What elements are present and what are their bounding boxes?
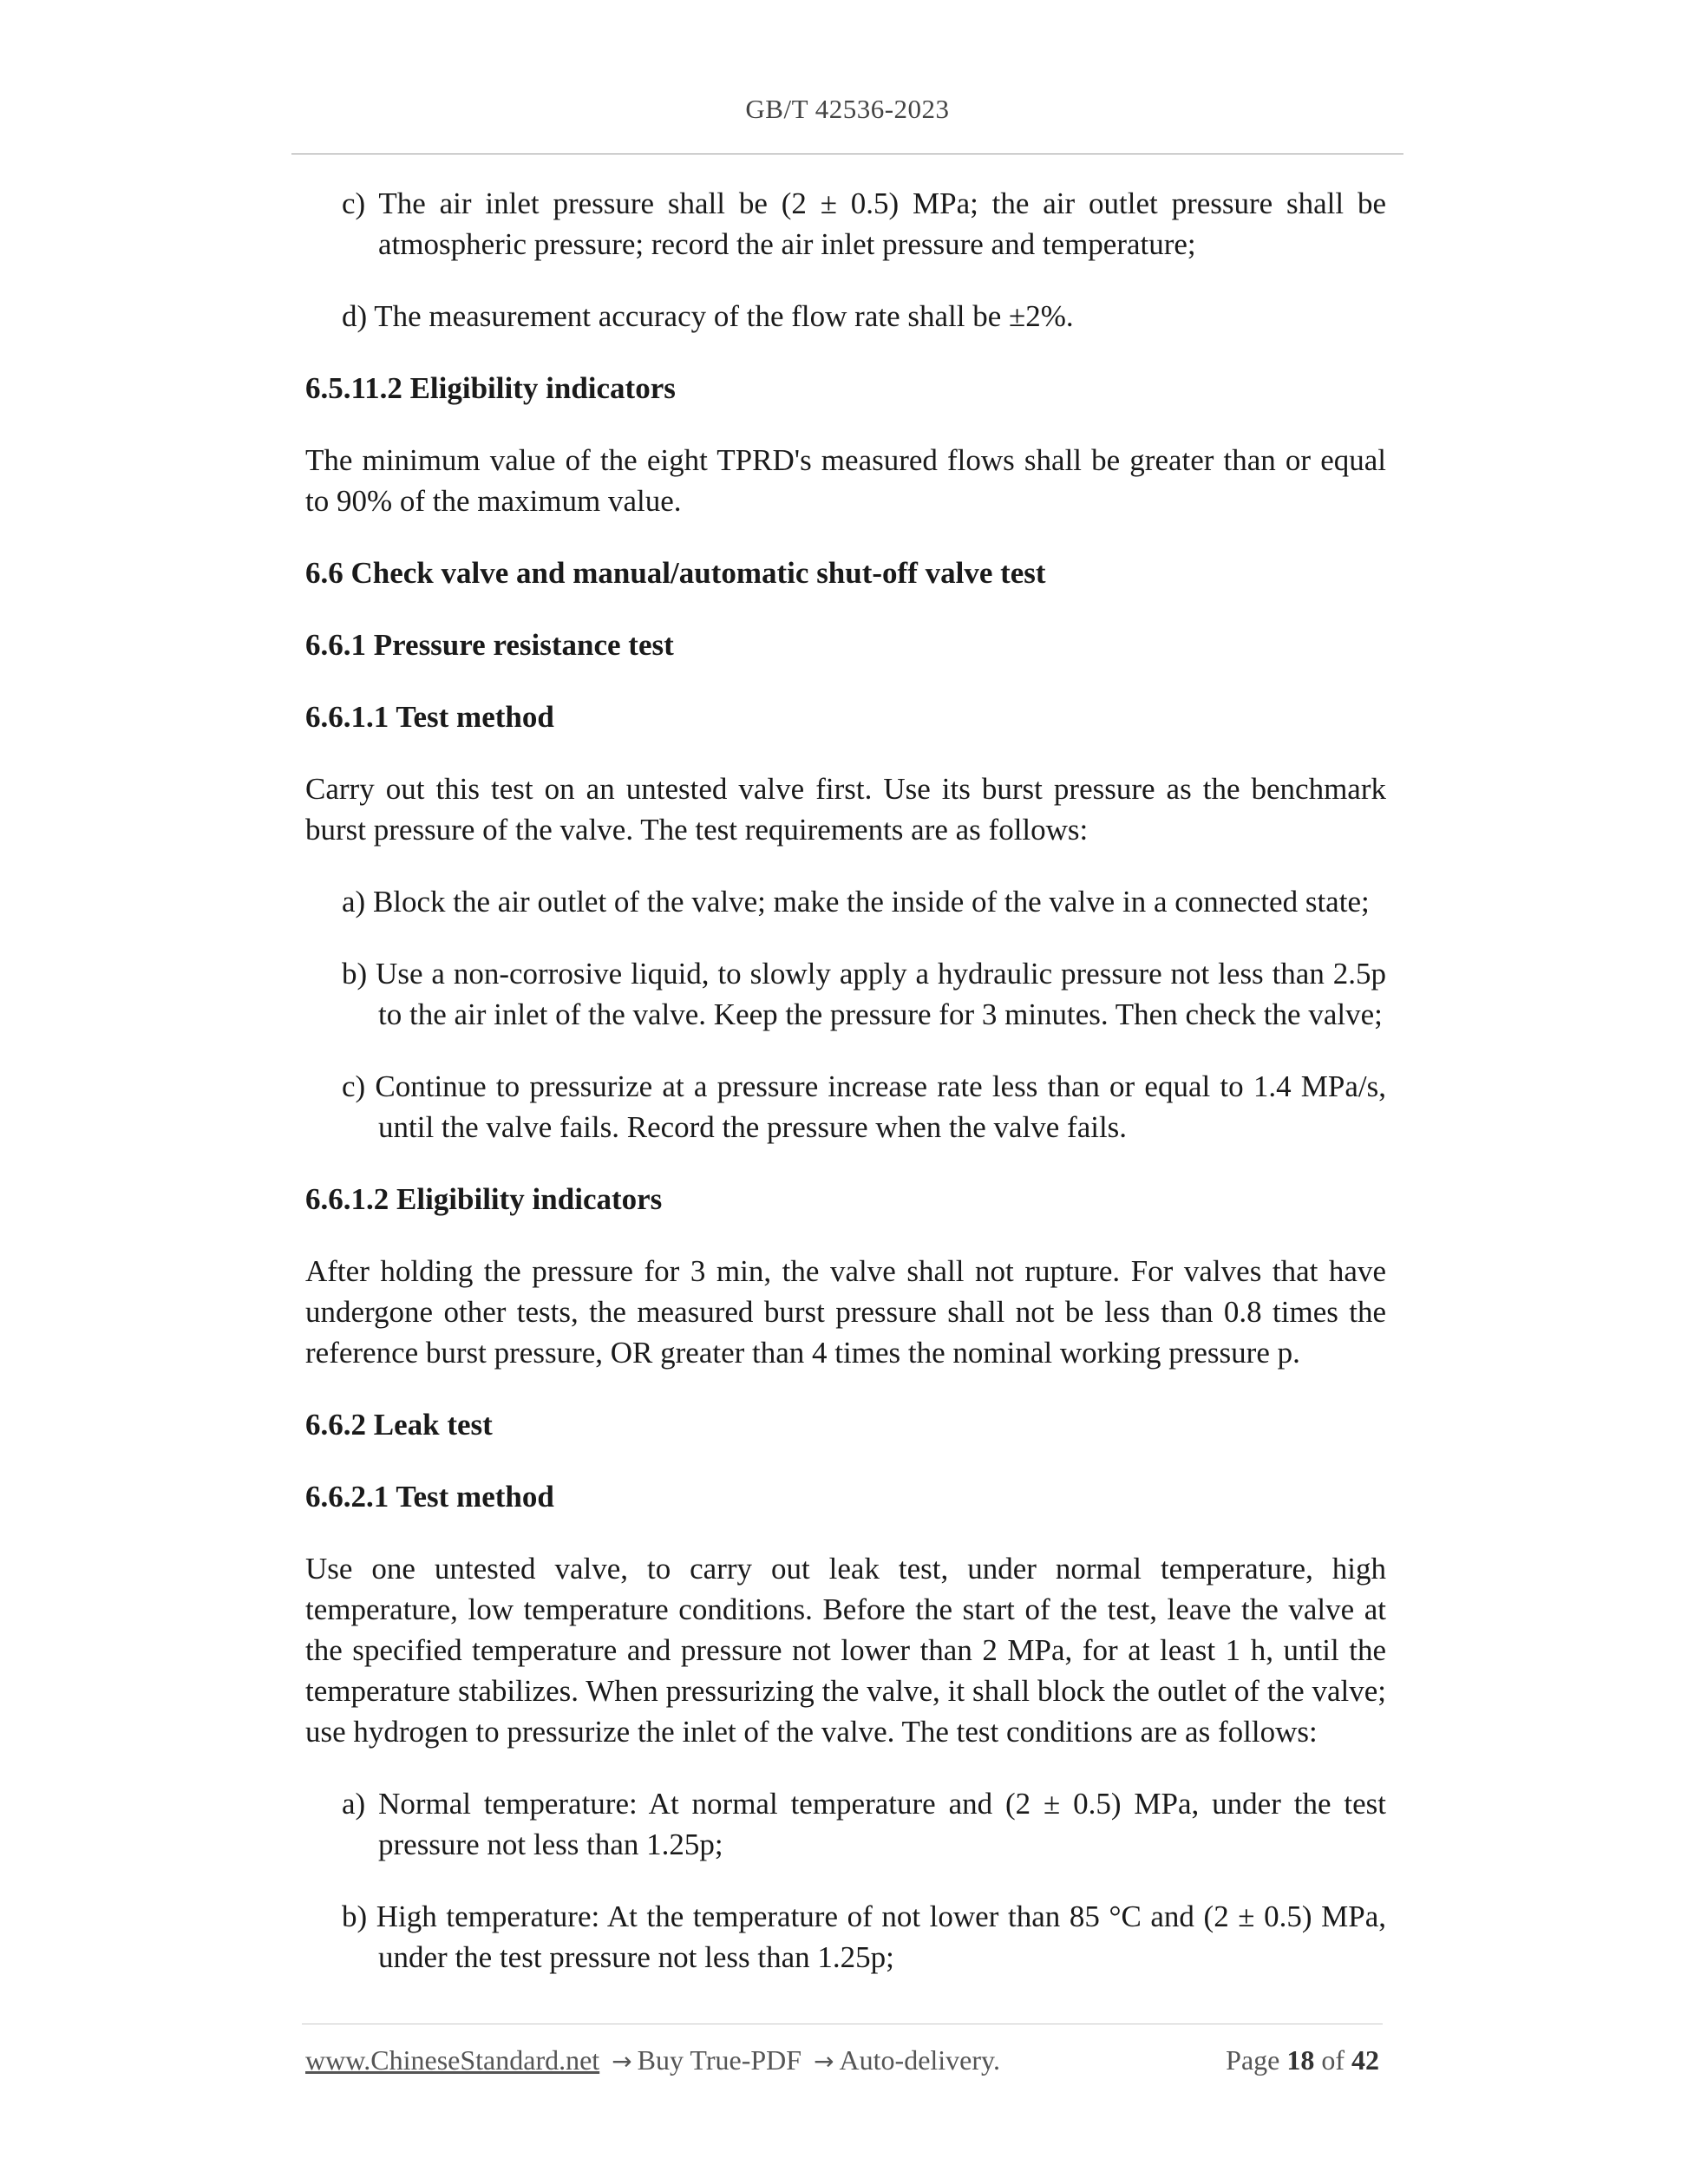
list-item-a-block-outlet: a) Block the air outlet of the valve; make the inside of the valve in a connected state; [342, 885, 1370, 919]
list-item-b-high-temp: b) High temperature: At the temperature of not lower than 85 °C and (2 ± 0.5) MPa, under the test pressure not less than 1.25p; [342, 1900, 1386, 1974]
of-label: of [1321, 2044, 1345, 2076]
auto-delivery-text: Auto-delivery. [839, 2044, 1000, 2076]
paragraph-6-6-2-1: Use one untested valve, to carry out leak test, under normal temperature, high temperature, low temperature conditions. Before the start of the test, leave the valve at the specified temperature and pressure not lower than 2 MPa, for at least 1 h, until the temperature stabilizes. When pressurizing the valve, it shall block the outlet of the valve; use hydrogen to pressurize the inlet of the valve. The test conditions are as follows: [305, 1552, 1386, 1749]
list-item-a-normal-temp: a) Normal temperature: At normal temperature and (2 ± 0.5) MPa, under the test pressure not less than 1.25p; [342, 1787, 1386, 1861]
document-header: GB/T 42536-2023 [745, 94, 950, 124]
page-current: 18 [1286, 2044, 1315, 2076]
section-heading-6-6-1-2: 6.6.1.2 Eligibility indicators [305, 1182, 663, 1216]
paragraph-6-6-1-1: Carry out this test on an untested valve first. Use its burst pressure as the benchmark burst pressure of the valve. The test requirements are as follows: [305, 772, 1386, 847]
arrow-right-icon: → [612, 2047, 632, 2076]
site-link[interactable]: www.ChineseStandard.net [305, 2044, 600, 2076]
list-item-c-inlet-pressure: c) The air inlet pressure shall be (2 ± 0.5) MPa; the air outlet pressure shall be atmospheric pressure; record the air inlet pressure and temperature; [342, 186, 1386, 261]
section-heading-6-6-2-1: 6.6.2.1 Test method [305, 1480, 554, 1514]
page-total: 42 [1351, 2044, 1379, 2076]
paragraph-6-5-11-2: The minimum value of the eight TPRD's measured flows shall be greater than or equal to 90% of the maximum value. [305, 443, 1386, 518]
paragraph-6-6-1-2: After holding the pressure for 3 min, the valve shall not rupture. For valves that have undergone other tests, the measured burst pressure shall not be less than 0.8 times the reference burst pressure, OR greater than 4 times the nominal working pressure p. [305, 1254, 1386, 1370]
section-heading-6-5-11-2: 6.5.11.2 Eligibility indicators [305, 371, 676, 405]
section-heading-6-6-2: 6.6.2 Leak test [305, 1408, 493, 1442]
footer-promo [305, 2044, 1000, 2076]
document-body [305, 183, 1386, 2009]
list-item-c-continue: c) Continue to pressurize at a pressure increase rate less than or equal to 1.4 MPa/s, until the valve fails. Record the pressure when the valve fails. [342, 1069, 1386, 1144]
section-heading-6-6-1-1: 6.6.1.1 Test method [305, 700, 554, 734]
list-item-b-hydraulic: b) Use a non-corrosive liquid, to slowly apply a hydraulic pressure not less than 2.5p to the air inlet of the valve. Keep the pressure for 3 minutes. Then check the valve; [342, 957, 1386, 1031]
buy-pdf-text: Buy True-PDF [637, 2044, 802, 2076]
list-item-d-accuracy: d) The measurement accuracy of the flow rate shall be ±2%. [342, 299, 1074, 333]
section-heading-6-6-1: 6.6.1 Pressure resistance test [305, 628, 674, 662]
page-indicator [1226, 2044, 1379, 2076]
page-label: Page [1226, 2044, 1280, 2076]
section-heading-6-6: 6.6 Check valve and manual/automatic shut-off valve test [305, 556, 1046, 590]
document-footer [305, 2044, 1379, 2076]
arrow-right-icon: → [814, 2047, 834, 2076]
